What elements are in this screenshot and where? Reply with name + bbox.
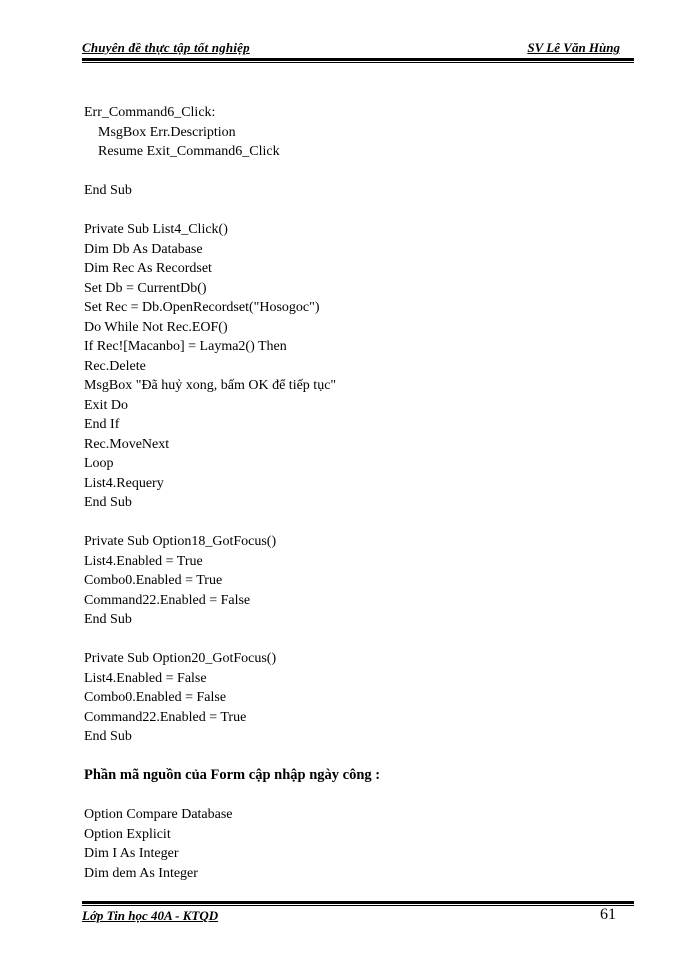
code-line: Option Compare Database <box>84 807 233 822</box>
blank-line <box>84 201 624 221</box>
code-line: If Rec![Macanbo] = Layma2() Then <box>84 339 287 354</box>
code-line: Exit Do <box>84 397 128 413</box>
header-author: SV Lê Văn Hùng <box>527 40 620 55</box>
code-line: Err_Command6_Click: <box>84 105 216 120</box>
code-line: Dim dem As Integer <box>84 865 198 881</box>
code-line: Do While Not Rec.EOF() <box>84 319 228 335</box>
page-number: 61 <box>600 906 616 923</box>
code-line: Loop <box>84 456 114 471</box>
code-line: End Sub <box>84 729 132 744</box>
code-line: Private Sub List4_Click() <box>84 222 228 237</box>
code-line: Combo0.Enabled = True <box>84 573 223 588</box>
footer-rule-thin <box>82 905 634 906</box>
header-title: Chuyên đề thực tập tốt nghiệp <box>82 40 250 55</box>
code-line: End Sub <box>84 612 132 627</box>
code-line: End Sub <box>84 183 132 198</box>
header-rule-thick <box>82 58 634 61</box>
code-line: Combo0.Enabled = False <box>84 690 227 705</box>
code-line: Command22.Enabled = True <box>84 709 247 725</box>
code-line: List4.Enabled = False <box>84 670 207 686</box>
code-line: MsgBox Err.Description <box>98 124 236 140</box>
code-line: Dim Rec As Recordset <box>84 261 212 276</box>
code-line: Private Sub Option20_GotFocus() <box>84 651 277 666</box>
code-line: List4.Enabled = True <box>84 553 203 569</box>
code-line: Resume Exit_Command6_Click <box>98 144 280 159</box>
code-line: Dim Db As Database <box>84 241 203 257</box>
blank-line <box>84 513 624 533</box>
code-line: Option Explicit <box>84 826 171 842</box>
code-listing <box>84 103 624 883</box>
code-line: Set Db = CurrentDb() <box>84 280 207 296</box>
header-rule-thin <box>82 62 634 63</box>
section-heading: Phần mã nguồn của Form cập nhập ngày công : <box>84 767 381 783</box>
code-line: Rec.Delete <box>84 358 146 374</box>
blank-line <box>84 747 624 767</box>
blank-line <box>84 162 624 182</box>
blank-line <box>84 630 624 650</box>
footer-rule-thick <box>82 901 634 904</box>
code-line: Command22.Enabled = False <box>84 592 251 608</box>
code-line: Private Sub Option18_GotFocus() <box>84 534 277 549</box>
blank-line <box>84 786 624 806</box>
code-line: Rec.MoveNext <box>84 436 170 452</box>
code-line: End If <box>84 417 120 432</box>
code-line: List4.Requery <box>84 475 164 491</box>
page-header <box>82 40 634 60</box>
code-line: End Sub <box>84 495 132 510</box>
code-line: Dim I As Integer <box>84 846 179 861</box>
code-line: MsgBox "Đã huỷ xong, bấm OK để tiếp tục" <box>84 378 337 393</box>
footer-class-label: Lớp Tin học 40A - KTQD <box>82 908 219 923</box>
code-line: Set Rec = Db.OpenRecordset("Hosogoc") <box>84 300 320 315</box>
